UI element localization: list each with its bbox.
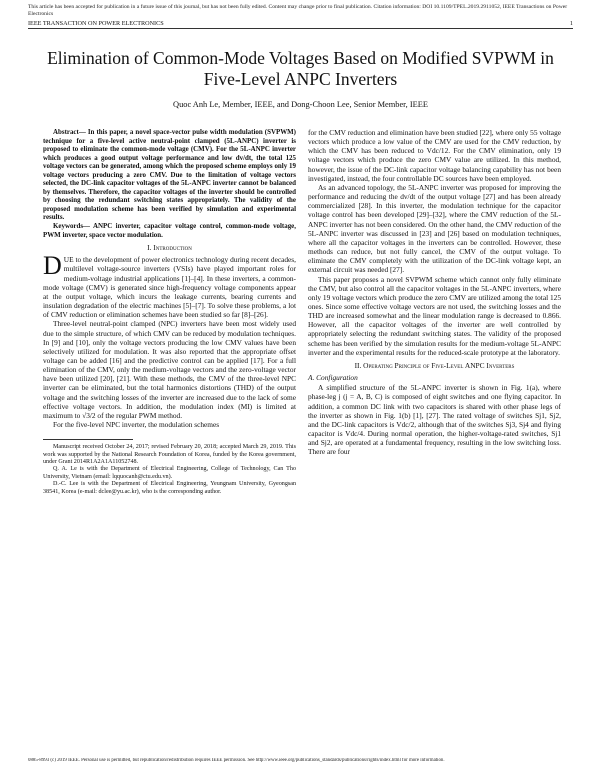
section-heading-introduction: I. Introduction <box>147 243 192 253</box>
section-heading-operating-principle: II. Operating Principle of Five-Level ANPC Inverters <box>354 360 515 370</box>
footnote-author-2: D.-C. Lee is with the Department of Electrical Engineering, Yeungnam University, Gyeongsan 38541, Korea (e-mail: dclee@yu.ac.kr), who is the corresponding author. <box>43 481 296 495</box>
body-paragraph-2: As an advanced topology, the 5L-ANPC inverter was proposed for improving the performance and reducing the dv/dt of the output voltage [27] and has been already commercialized [28]. In this inverter, the modulation technique for the capacitor voltage control has been developed [29]–[32], where the CMV reduction of the 5L-ANPC inverter has not been considered. On the other hand, the CMV reduction of the 5L-ANPC inverter was discussed in [23] and [26] based on modulation techniques, where all the capacitor voltages in the inverters can be controlled. However, these methods can reduce, but not fully cancel, the CMV of the output voltage. To eliminate the CMV completely with the utilization of the DC-link voltage kept, an external circuit was needed [27]. <box>308 182 561 275</box>
footnote-rule <box>43 439 133 440</box>
footnote-manuscript: Manuscript received October 24, 2017; revised February 20, 2018; accepted March 29, 2019. This work was supported by the National Research Foundation of Korea, funded by the Korea government, under Grant 2014R1A2A1A11052748. <box>43 444 296 466</box>
journal-name: IEEE TRANSACTION ON POWER ELECTRONICS <box>28 20 164 27</box>
paper-title: Elimination of Common-Mode Voltages Based on Modified SVPWM in Five-Level ANPC Inverters <box>47 48 554 89</box>
intro-paragraph-1 <box>43 251 296 320</box>
intro-paragraph-1-text: UE to the development of power electronics technology during recent decades, multilevel voltage-source inverters (VSIs) have played important roles for medium-voltage industrial applications [1]–[4]. In these inverters, a common-mode voltage (CMV) is generated since high-frequency voltage components appear at the output voltage, which incurs the leakage currents, bearing currents and insulation degradation of the electric machines [5]–[7]. To solve these problems, a lot of CMV reduction or elimination schemes have been studied so far [8]–[26]. <box>43 255 296 320</box>
intro-paragraph-2: Three-level neutral-point clamped (NPC) inverters have been most widely used due to the simple structure, of which CMV can be reduced by modulation techniques. In [9] and [10], only the voltage vectors producing the low CMV values have been selectively utilized for modulation. It was also reported that the appropriate offset voltage can be added [16] and the predictive control can be applied [17]. For a full elimination of the CMV, only the medium-voltage vectors and the zero-voltage vector have been utilized [20], [21]. With these methods, the CMV of the three-level NPC inverter can be eliminated, but the total harmonics distortions (THD) of the output voltage and the switching losses of the inverter are increased due to the lack of some effective voltage vectors. In addition, the modulation index (MI) is limited at maximum to √3/2 of the regular PWM method. <box>43 319 296 420</box>
right-column <box>308 128 561 456</box>
keywords: Keywords— ANPC inverter, capacitor voltage control, common-mode voltage, PWM inverter, space vector modulation. <box>43 222 296 239</box>
page-number: 1 <box>569 20 573 27</box>
intro-paragraph-3: For the five-level NPC inverter, the modulation schemes <box>53 420 220 430</box>
body-paragraph-4: A simplified structure of the 5L-ANPC inverter is shown in Fig. 1(a), where phase-leg j (j = A, B, C) is composed of eight switches and one flying capacitor. In addition, a common DC link with two capacitors is shared with other phase legs of the inverter as shown in Fig. 1(b) [1], [27]. The rated voltage of switches Sj1, Sj2, and the DC-link capacitors is Vdc/2, although that of the switches Sj3, Sj4 and flying capacitor is Vdc/4. During normal operation, the higher-voltage-rated switches, Sj1 and Sj2, are operated at a fundamental frequency, resulting in the low switching loss. There are four <box>308 383 561 457</box>
left-column <box>43 128 296 496</box>
footnote-author-1: Q. A. Le is with the Department of Electrical Engineering, College of Technology, Can Tho University, Vietnam (email: lqquocanh@ctu.edu.vn). <box>43 466 296 480</box>
pre-publication-notice: This article has been accepted for publication in a future issue of this journal, but has not been fully edited. Content may change prior to final publication. Citation information: DOI 10.1109/TPEL.2019.2911052, IEEE Transactions on Power Electronics <box>28 4 568 17</box>
body-paragraph-1: for the CMV reduction and elimination have been studied [22], where only 55 voltage vectors which produce a low value of the CMV are used for the CMV reduction, by which the CMV has been reduced to Vdc/12. For the CMV elimination, only 19 voltage vectors which produce the zero CMV value are utilized. In this method, however, the issue of the DC-link capacitor voltage balancing capability has not been investigated, instead, the four controllable DC sources have been employed. <box>308 128 561 183</box>
subsection-heading-configuration: A. Configuration <box>308 373 358 383</box>
drop-cap: D <box>43 251 62 281</box>
abstract: Abstract— In this paper, a novel space-vector pulse width modulation (SVPWM) technique for a five-level active neutral-point clamped (5L-ANPC) inverter is proposed to eliminate the common-mode voltage (CMV). For the 5L-ANPC inverter which produces a good output voltage performance and low dv/dt, the total 125 voltage vectors can be generated, among which the proposed scheme employs only 19 voltage vectors producing a zero CMV. Due to the limitation of voltage vectors selected, the DC-link capacitor voltages of the 5L-ANPC inverter cannot be balanced by themselves. Therefore, the capacitor voltages of the inverter should be controlled by choosing the redundant switching states appropriately. The validity of the proposed modulation scheme has been verified by simulation and experimental results. <box>43 128 296 222</box>
copyright-notice: 0885-8993 (c) 2019 IEEE. Personal use is permitted, but republication/redistribution requires IEEE permission. See http://www.ieee.org/publications_standards/publications/rights/index.html for more information. <box>28 758 445 763</box>
running-head <box>28 20 573 27</box>
body-paragraph-3: This paper proposes a novel SVPWM scheme which cannot only fully eliminate the CMV, but also control all the capacitor voltages in the 5L-ANPC inverters, where only 19 voltage vectors which produce the zero CMV are utilized among the total 125 ones. Since some effective voltage vectors are not used, the switching losses and the THD are increased somewhat and the linear modulation range is decreased to 0.866. However, all the capacitor voltages of the inverter are well controlled by appropriately selecting the redundant switching states. The validity of the proposed scheme has been verified by the simulation results for the medium-voltage 5L-ANPC inverter and the experimental results for the reduced-scale prototype at the laboratory. <box>308 274 561 357</box>
header-rule <box>28 28 573 29</box>
author-line: Quoc Anh Le, Member, IEEE, and Dong-Choon Lee, Senior Member, IEEE <box>173 100 428 109</box>
